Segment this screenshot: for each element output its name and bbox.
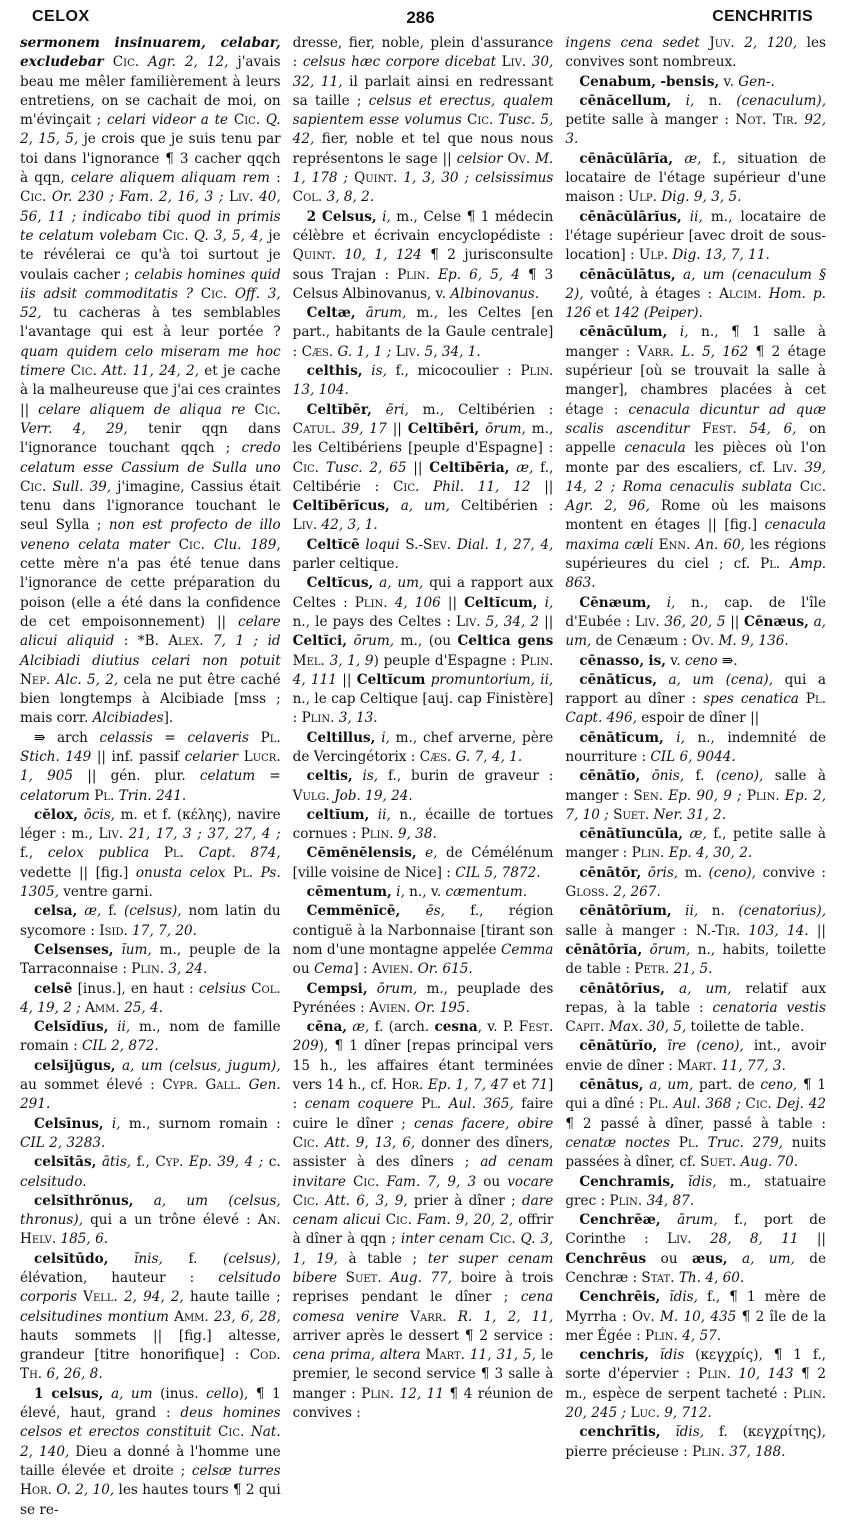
page-number: 286 bbox=[406, 8, 435, 27]
running-head-right: CENCHRITIS bbox=[712, 8, 813, 25]
dictionary-entry: cenchrītis, ĭdis, f. (κεγχρίτης), pierre précieuse : Plin. 37, 188. bbox=[565, 1424, 827, 1460]
dictionary-entry: Cenchrēæ, ārum, f., port de Corinthe : Liv. 28, 8, 11 || Cenchrēus ou æus, a, um, de Cenchræ : Stat. Th. 4, 60. bbox=[565, 1212, 827, 1286]
dictionary-entry: celsa, æ, f. (celsus), nom latin du sycomore : Isid. 17, 7, 20. bbox=[20, 903, 281, 939]
dictionary-entry: Celtĭcē loqui S.-Sev. Dial. 1, 27, 4, parler celtique. bbox=[292, 536, 554, 573]
dictionary-entry: cēnātōrĭus, a, um, relatif aux repas, à la table : cenatoria vestis Capit. Max. 30, 5, toilette de table. bbox=[565, 980, 827, 1036]
dictionary-entry: Celtĭcus, a, um, qui a rapport aux Celtes : Plin. 4, 106 || Celtĭcum, i, n., le pays des Celtes : Liv. 5, 34, 2 || Celtĭci, ōrum, m., (ou Celtica gens Mel. 3, 1, 9) peuple d'Espagne : Plin. 4, 111 || Celtĭcum promuntorium, ii, n., le cap Celtique [auj. cap Finistère] : Plin. 3, 13. bbox=[292, 575, 554, 727]
dictionary-entry: cēnātĭuncŭla, æ, f., petite salle à manger : Plin. Ep. 4, 30, 2. bbox=[565, 826, 827, 862]
dictionary-entry: ⇛ arch celassis = celaveris Pl. Stich. 149 || inf. passif celarier Lucr. 1, 905 || gén. plur. celatum = celatorum Pl. Trin. 241. bbox=[20, 729, 281, 804]
dictionary-entry: celsĭtūdo, ĭnis, f. (celsus), élévation, hauteur : celsitudo corporis Vell. 2, 94, 2, haute taille ; celsitudines montium Amm. 23, 6, 28, hauts sommets || [fig.] altesse, grandeur [titre honorifique] : Cod. Th. 6, 26, 8. bbox=[20, 1250, 281, 1383]
dictionary-entry: celsĭjŭgus, a, um (celsus, jugum), au sommet élevé : Cypr. Gall. Gen. 291. bbox=[20, 1057, 281, 1113]
dictionary-entry: Cempsi, ōrum, m., peuplade des Pyrénées : Avien. Or. 195. bbox=[292, 980, 554, 1016]
dictionary-entry: 1 celsus, a, um (inus. cello), ¶ 1 élevé, haut, grand : deus homines celsos et erectos constituit Cic. Nat. 2, 140, Dieu a donné à l'homme une taille élevée et droite ; celsæ turres Hor. O. 2, 10, les hautes tours ¶ 2 qui se re- bbox=[20, 1385, 281, 1518]
dictionary-entry: cēnātōrĭum, ii, n. (cenatorius), salle à manger : N.-Tir. 103, 14. || cēnātōrĭa, ōrum, n., habits, toilette de table : Petr. 21, 5. bbox=[565, 903, 827, 978]
dictionary-entry: celtĭum, ii, n., écaille de tortues cornues : Plin. 9, 38. bbox=[292, 806, 554, 843]
dictionary-entry: Celtillus, i, m., chef arverne, père de Vercingétorix : Cæs. G. 7, 4, 1. bbox=[292, 729, 554, 765]
dictionary-entry: Celsĭdĭus, ii, m., nom de famille romain : CIL 2, 872. bbox=[20, 1019, 281, 1055]
dictionary-entry: celthis, is, f., micocoulier : Plin. 13, 104. bbox=[292, 363, 554, 399]
dictionary-entry: cēnātĭcum, i, n., indemnité de nourriture : CIL 6, 9044. bbox=[565, 729, 827, 765]
dictionary-columns bbox=[20, 34, 827, 1518]
dictionary-entry: Celtæ, ārum, m., les Celtes [en part., habitants de la Gaule centrale] : Cæs. G. 1, 1 ; Liv. 5, 34, 1. bbox=[292, 305, 554, 360]
dictionary-entry: dresse, fier, noble, plein d'assurance : celsus hæc corpore dicebat Liv. 30, 32, 11, il parlait ainsi en redressant sa taille ; celsus et erectus, qualem sapientem esse volumus Cic. Tusc. 5, 42, fier, noble et tel que nous nous représentons le sage || celsior Ov. M. 1, 178 ; Quint. 1, 3, 30 ; celsissimus Col. 3, 8, 2. bbox=[292, 35, 554, 206]
dictionary-entry: cēna, æ, f. (arch. cesna, v. P. Fest. 209), ¶ 1 dîner [repas principal vers 15 h., les affaires étant terminées vers 14 h., cf. Hor. Ep. 1, 7, 47 et 71] : cenam coquere Pl. Aul. 365, faire cuire le dîner ; cenas facere, obire Cic. Att. 9, 13, 6, donner des dîners, assister à des dîners ; ad cenam invitare Cic. Fam. 7, 9, 3 ou vocare Cic. Att. 6, 3, 9, prier à dîner ; dare cenam alicui Cic. Fam. 9, 20, 2, offrir à dîner à qqn ; inter cenam Cic. Q. 3, 1, 19, à table ; ter super cenam bibere Suet. Aug. 77, boire à trois reprises pendant le dîner ; cena comesa venire Varr. R. 1, 2, 11, arriver après le dessert ¶ 2 service : cena prima, altera Mart. 11, 31, 5, le premier, le second service ¶ 3 salle à manger : Plin. 12, 11 ¶ 4 réunion de convives : bbox=[292, 1019, 554, 1422]
dictionary-entry: cēnātus, a, um, part. de ceno, ¶ 1 qui a dîné : Pl. Aul. 368 ; Cic. Dej. 42 ¶ 2 passé à dîner, passé à table : cenatæ noctes Pl. Truc. 279, nuits passées à dîner, cf. Suet. Aug. 70. bbox=[565, 1077, 827, 1171]
dictionary-entry: cēnasso, is, v. ceno ⇛. bbox=[579, 652, 738, 669]
dictionary-entry: sermonem insinuarem, celabar, excludebar Cic. Agr. 2, 12, j'avais beau me mêler familièrement à leurs entretiens, on se cachait de moi, on m'évinçait ; celari videor a te Cic. Q. 2, 15, 5, je crois que je suis tenu par toi dans l'ignorance ¶ 3 cacher qqch à qqn, celare aliquem aliquam rem : Cic. Or. 230 ; Fam. 2, 16, 3 ; Liv. 40, 56, 11 ; indicabo tibi quod in primis te celatum volebam Cic. Q. 3, 5, 4, je te révélerai ce qu'à toi surtout je voulais cacher ; celabis homines quid iis adsit commoditatis ? Cic. Off. 3, 52, tu cacheras à tes semblables l'avantage qui est à leur portée ? quam quidem celo miseram me hoc timere Cic. Att. 11, 24, 2, et je cache à la malheureuse que j'ai ces craintes || celare aliquem de aliqua re Cic. Verr. 4, 29, tenir qqn dans l'ignorance touchant qqch ; credo celatum esse Cassium de Sulla uno Cic. Sull. 39, j'imagine, Cassius était tenu dans l'ignorance touchant le seul Sylla ; non est profecto de illo veneno celata mater Cic. Clu. 189, cette mère n'a pas été tenue dans l'ignorance de cette préparation du poison (elle a été dans la confidence de cet empoisonnement) || celare alicui aliquid : *B. Alex. 7, 1 ; id Alcibiadi diutius celari non potuit Nep. Alc. 5, 2, cela ne put être caché bien longtemps à Alcibiade [mss ; mais corr. Alcibiades]. bbox=[20, 35, 281, 727]
column-1 bbox=[20, 34, 281, 1518]
dictionary-entry: cēnācŭlum, i, n., ¶ 1 salle à manger : Varr. L. 5, 162 ¶ 2 étage supérieur [où se trouvait la salle à manger], chambres placées à cet étage : cenacula dicuntur ad quæ scalis ascenditur Fest. 54, 6, on appelle cenacula les pièces où l'on monte par des escaliers, cf. Liv. 39, 14, 2 ; Roma cenaculis sublata Cic. Agr. 2, 96, Rome où les maisons montent en étages || [fig.] cenacula maxima cæli Enn. An. 60, les régions supérieures du ciel ; cf. Pl. Amp. 863. bbox=[565, 324, 827, 592]
column-3 bbox=[565, 34, 827, 1460]
dictionary-entry: celsē [inus.], en haut : celsius Col. 4, 19, 2 ; Amm. 25, 4. bbox=[20, 980, 281, 1016]
dictionary-entry: cēnācŭlārĭa, æ, f., situation de locataire de l'étage supérieur d'une maison : Ulp. Dig. 9, 3, 5. bbox=[565, 150, 827, 206]
dictionary-entry: celsĭthrŏnus, a, um (celsus, thronus), qui a un trône élevé : An. Helv. 185, 6. bbox=[20, 1192, 281, 1248]
dictionary-entry: ingens cena sedet Juv. 2, 120, les convives sont nombreux. bbox=[565, 35, 826, 71]
dictionary-entry: cēnācŭlātus, a, um (cenaculum § 2), voûté, à étages : Alcim. Hom. p. 126 et 142 (Peiper). bbox=[565, 266, 827, 322]
dictionary-entry: cĕlox, ōcis, m. et f. (κέλης), navire léger : m., Liv. 21, 17, 3 ; 37, 27, 4 ; f., celox publica Pl. Capt. 874, vedette || [fig.] onusta celox Pl. Ps. 1305, ventre garni. bbox=[20, 806, 281, 901]
dictionary-entry: Celsīnus, i, m., surnom romain : CIL 2, 3283. bbox=[20, 1115, 281, 1151]
dictionary-entry: cēnātĭo, ōnis, f. (ceno), salle à manger : Sen. Ep. 90, 9 ; Plin. Ep. 2, 7, 10 ; Suet. Ner. 31, 2. bbox=[565, 768, 827, 823]
dictionary-entry: Cenabum, -bensis, v. Gen-. bbox=[579, 73, 775, 90]
dictionary-entry: celtis, is, f., burin de graveur : Vulg. Job. 19, 24. bbox=[292, 768, 554, 804]
dictionary-entry: cēnātĭcus, a, um (cena), qui a rapport au dîner : spes cenatica Pl. Capt. 496, espoir de dîner || bbox=[565, 671, 827, 727]
dictionary-entry: Cenchramis, ĭdis, m., statuaire grec : Plin. 34, 87. bbox=[565, 1173, 827, 1209]
column-2 bbox=[292, 34, 554, 1422]
dictionary-entry: Celtĭbēr, ēri, m., Celtibérien : Catul. 39, 17 || Celtĭbēri, ōrum, m., les Celtibériens [peuple d'Espagne] : Cic. Tusc. 2, 65 || Celtĭbēria, æ, f., Celtibérie : Cic. Phil. 11, 12 || Celtĭbērĭcus, a, um, Celtibérien : Liv. 42, 3, 1. bbox=[292, 401, 554, 534]
dictionary-entry: Celsenses, ĭum, m., peuple de la Tarraconnaise : Plin. 3, 24. bbox=[20, 941, 281, 978]
running-head-left: CELOX bbox=[32, 8, 90, 25]
dictionary-entry: cēmentum, i, n., v. cæmentum. bbox=[306, 884, 528, 901]
dictionary-entry: cēnăcellum, i, n. (cenaculum), petite salle à manger : Not. Tir. 92, 3. bbox=[565, 92, 827, 148]
dictionary-entry: 2 Celsus, i, m., Celse ¶ 1 médecin célèbre et écrivain encyclopédiste : Quint. 10, 1, 124 ¶ 2 jurisconsulte sous Trajan : Plin. Ep. 6, 5, 4 ¶ 3 Celsus Albinovanus, v. Albinovanus. bbox=[292, 208, 554, 302]
dictionary-entry: cenchris, ĭdis (κεγχρίς), ¶ 1 f., sorte d'épervier : Plin. 10, 143 ¶ 2 m., espèce de serpent tacheté : Plin. 20, 245 ; Luc. 9, 712. bbox=[565, 1347, 827, 1422]
dictionary-entry: celsĭtās, ātis, f., Cyp. Ep. 39, 4 ; c. celsitudo. bbox=[20, 1154, 281, 1190]
dictionary-entry: cēnātŏr, ōris, m. (ceno), convive : Gloss. 2, 267. bbox=[565, 864, 827, 901]
page-header bbox=[22, 8, 819, 30]
dictionary-entry: Cenchrēis, ĭdis, f., ¶ 1 mère de Myrrha : Ov. M. 10, 435 ¶ 2 île de la mer Égée : Plin. 4, 57. bbox=[565, 1289, 827, 1344]
dictionary-entry: Cēnæum, i, n., cap. de l'île d'Eubée : Liv. 36, 20, 5 || Cēnæus, a, um, de Cenæum : Ov. M. 9, 136. bbox=[565, 594, 827, 650]
dictionary-entry: cēnācŭlārĭus, ii, m., locataire de l'étage supérieur [avec droit de sous-location] : Ulp. Dig. 13, 7, 11. bbox=[565, 208, 827, 264]
dictionary-entry: Cĕmĕnĕlensis, e, de Cémélénum [ville voisine de Nice] : CIL 5, 7872. bbox=[292, 845, 554, 881]
dictionary-entry: cēnātŭrĭo, īre (ceno), int., avoir envie de dîner : Mart. 11, 77, 3. bbox=[565, 1038, 826, 1074]
dictionary-entry: Cemmĕnĭcē, ēs, f., région contiguë à la Narbonnaise [tirant son nom d'une montagne appelée Cemma ou Cema] : Avien. Or. 615. bbox=[292, 903, 554, 978]
